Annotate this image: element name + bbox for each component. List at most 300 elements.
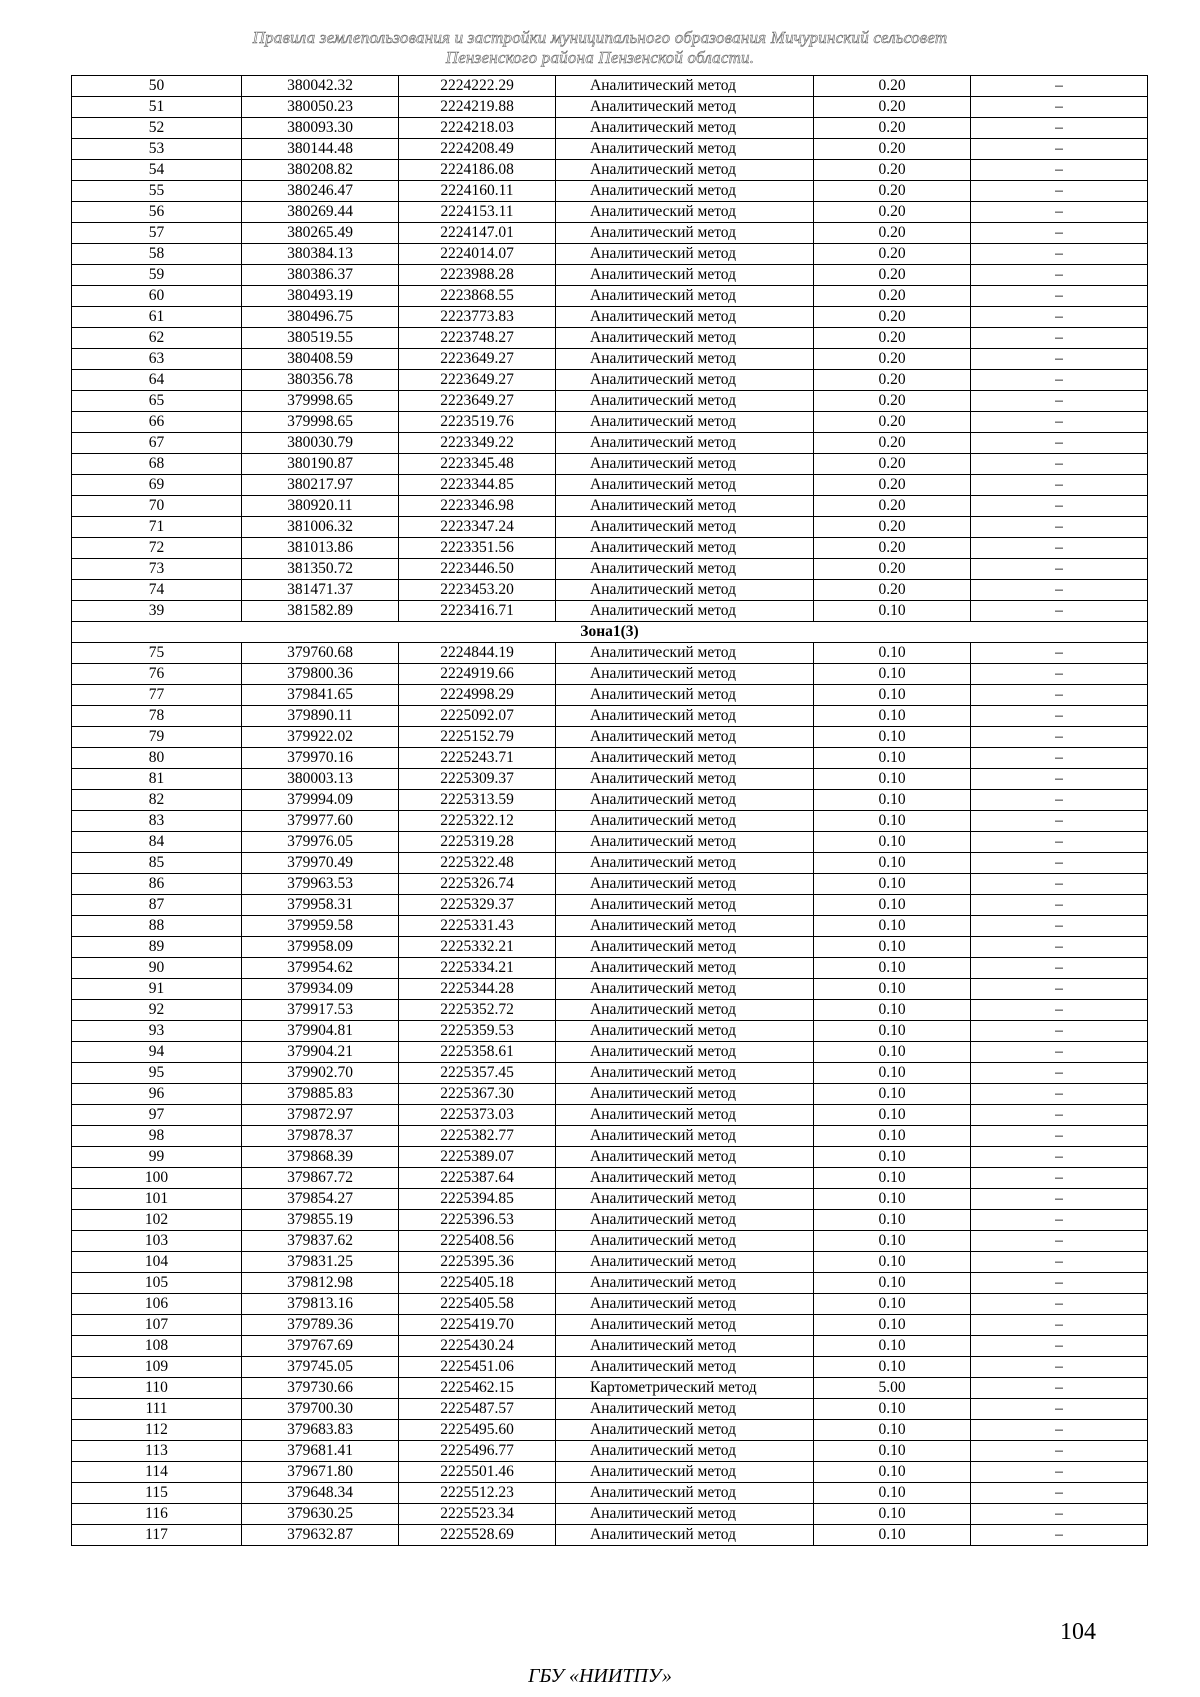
x-coordinate-cell: 380386.37 (242, 265, 399, 286)
description-cell: – (971, 1336, 1148, 1357)
method-cell: Аналитический метод (556, 244, 814, 265)
x-coordinate-cell: 379867.72 (242, 1168, 399, 1189)
x-coordinate-cell: 380519.55 (242, 328, 399, 349)
method-cell: Аналитический метод (556, 1441, 814, 1462)
table-row (72, 307, 1148, 328)
accuracy-cell: 0.20 (814, 538, 971, 559)
point-number-cell: 102 (72, 1210, 242, 1231)
y-coordinate-cell: 2224014.07 (399, 244, 556, 265)
point-number-cell: 56 (72, 202, 242, 223)
x-coordinate-cell: 380246.47 (242, 181, 399, 202)
y-coordinate-cell: 2223649.27 (399, 349, 556, 370)
point-number-cell: 79 (72, 727, 242, 748)
point-number-cell: 89 (72, 937, 242, 958)
table-row (72, 412, 1148, 433)
method-cell: Аналитический метод (556, 1210, 814, 1231)
x-coordinate-cell: 379885.83 (242, 1084, 399, 1105)
table-row (72, 580, 1148, 601)
x-coordinate-cell: 379700.30 (242, 1399, 399, 1420)
x-coordinate-cell: 381006.32 (242, 517, 399, 538)
accuracy-cell: 0.10 (814, 1147, 971, 1168)
table-row (72, 1273, 1148, 1294)
point-number-cell: 94 (72, 1042, 242, 1063)
x-coordinate-cell: 379730.66 (242, 1378, 399, 1399)
method-cell: Аналитический метод (556, 958, 814, 979)
y-coordinate-cell: 2225334.21 (399, 958, 556, 979)
description-cell: – (971, 1126, 1148, 1147)
point-number-cell: 73 (72, 559, 242, 580)
point-number-cell: 61 (72, 307, 242, 328)
method-cell: Аналитический метод (556, 1105, 814, 1126)
point-number-cell: 54 (72, 160, 242, 181)
x-coordinate-cell: 379630.25 (242, 1504, 399, 1525)
point-number-cell: 77 (72, 685, 242, 706)
description-cell: – (971, 1042, 1148, 1063)
accuracy-cell: 0.10 (814, 916, 971, 937)
accuracy-cell: 0.10 (814, 748, 971, 769)
page-header (0, 28, 1200, 68)
table-row (72, 1000, 1148, 1021)
table-row (72, 76, 1148, 97)
accuracy-cell: 0.10 (814, 874, 971, 895)
accuracy-cell: 0.10 (814, 1126, 971, 1147)
method-cell: Аналитический метод (556, 559, 814, 580)
accuracy-cell: 0.20 (814, 181, 971, 202)
table-row (72, 1378, 1148, 1399)
description-cell: – (971, 76, 1148, 97)
method-cell: Аналитический метод (556, 517, 814, 538)
x-coordinate-cell: 379855.19 (242, 1210, 399, 1231)
table-row (72, 1168, 1148, 1189)
y-coordinate-cell: 2225405.58 (399, 1294, 556, 1315)
point-number-cell: 96 (72, 1084, 242, 1105)
accuracy-cell: 0.10 (814, 1084, 971, 1105)
accuracy-cell: 0.10 (814, 1294, 971, 1315)
table-row (72, 1210, 1148, 1231)
point-number-cell: 90 (72, 958, 242, 979)
accuracy-cell: 0.10 (814, 895, 971, 916)
point-number-cell: 93 (72, 1021, 242, 1042)
x-coordinate-cell: 380356.78 (242, 370, 399, 391)
description-cell: – (971, 475, 1148, 496)
y-coordinate-cell: 2225313.59 (399, 790, 556, 811)
y-coordinate-cell: 2225331.43 (399, 916, 556, 937)
y-coordinate-cell: 2225405.18 (399, 1273, 556, 1294)
point-number-cell: 72 (72, 538, 242, 559)
x-coordinate-cell: 379789.36 (242, 1315, 399, 1336)
description-cell: – (971, 790, 1148, 811)
x-coordinate-cell: 379841.65 (242, 685, 399, 706)
description-cell: – (971, 1168, 1148, 1189)
method-cell: Аналитический метод (556, 1294, 814, 1315)
table-row (72, 328, 1148, 349)
table-row (72, 937, 1148, 958)
method-cell: Аналитический метод (556, 853, 814, 874)
y-coordinate-cell: 2225487.57 (399, 1399, 556, 1420)
description-cell: – (971, 433, 1148, 454)
table-row (72, 160, 1148, 181)
method-cell: Аналитический метод (556, 139, 814, 160)
accuracy-cell: 0.10 (814, 1021, 971, 1042)
method-cell: Аналитический метод (556, 223, 814, 244)
point-number-cell: 67 (72, 433, 242, 454)
accuracy-cell: 0.10 (814, 1399, 971, 1420)
accuracy-cell: 0.20 (814, 454, 971, 475)
point-number-cell: 64 (72, 370, 242, 391)
accuracy-cell: 0.20 (814, 517, 971, 538)
table-row (72, 727, 1148, 748)
method-cell: Аналитический метод (556, 811, 814, 832)
x-coordinate-cell: 379958.31 (242, 895, 399, 916)
table-row (72, 1315, 1148, 1336)
point-number-cell: 74 (72, 580, 242, 601)
point-number-cell: 50 (72, 76, 242, 97)
x-coordinate-cell: 379671.80 (242, 1462, 399, 1483)
x-coordinate-cell: 381582.89 (242, 601, 399, 622)
x-coordinate-cell: 379890.11 (242, 706, 399, 727)
x-coordinate-cell: 379934.09 (242, 979, 399, 1000)
description-cell: – (971, 937, 1148, 958)
point-number-cell: 57 (72, 223, 242, 244)
accuracy-cell: 0.10 (814, 1315, 971, 1336)
method-cell: Аналитический метод (556, 1000, 814, 1021)
accuracy-cell: 0.20 (814, 328, 971, 349)
x-coordinate-cell: 380408.59 (242, 349, 399, 370)
table-row (72, 1231, 1148, 1252)
x-coordinate-cell: 379681.41 (242, 1441, 399, 1462)
accuracy-cell: 0.10 (814, 1189, 971, 1210)
x-coordinate-cell: 380217.97 (242, 475, 399, 496)
description-cell: – (971, 1462, 1148, 1483)
coordinates-table (71, 75, 1148, 1546)
x-coordinate-cell: 380030.79 (242, 433, 399, 454)
point-number-cell: 80 (72, 748, 242, 769)
accuracy-cell: 0.10 (814, 937, 971, 958)
point-number-cell: 82 (72, 790, 242, 811)
accuracy-cell: 0.10 (814, 1231, 971, 1252)
accuracy-cell: 0.20 (814, 265, 971, 286)
description-cell: – (971, 160, 1148, 181)
description-cell: – (971, 769, 1148, 790)
y-coordinate-cell: 2225344.28 (399, 979, 556, 1000)
point-number-cell: 63 (72, 349, 242, 370)
point-number-cell: 101 (72, 1189, 242, 1210)
method-cell: Аналитический метод (556, 1357, 814, 1378)
x-coordinate-cell: 379917.53 (242, 1000, 399, 1021)
accuracy-cell: 0.10 (814, 832, 971, 853)
x-coordinate-cell: 379998.65 (242, 412, 399, 433)
y-coordinate-cell: 2225387.64 (399, 1168, 556, 1189)
method-cell: Аналитический метод (556, 181, 814, 202)
accuracy-cell: 0.20 (814, 97, 971, 118)
table-row (72, 391, 1148, 412)
y-coordinate-cell: 2225495.60 (399, 1420, 556, 1441)
accuracy-cell: 0.20 (814, 412, 971, 433)
x-coordinate-cell: 379745.05 (242, 1357, 399, 1378)
table-row (72, 748, 1148, 769)
table-row (72, 454, 1148, 475)
accuracy-cell: 0.10 (814, 1042, 971, 1063)
y-coordinate-cell: 2225322.48 (399, 853, 556, 874)
table-row (72, 97, 1148, 118)
description-cell: – (971, 1105, 1148, 1126)
table-row (72, 685, 1148, 706)
y-coordinate-cell: 2225358.61 (399, 1042, 556, 1063)
point-number-cell: 97 (72, 1105, 242, 1126)
accuracy-cell: 0.10 (814, 685, 971, 706)
y-coordinate-cell: 2225357.45 (399, 1063, 556, 1084)
description-cell: – (971, 1189, 1148, 1210)
method-cell: Аналитический метод (556, 1147, 814, 1168)
description-cell: – (971, 559, 1148, 580)
method-cell: Аналитический метод (556, 937, 814, 958)
table-row (72, 370, 1148, 391)
point-number-cell: 55 (72, 181, 242, 202)
description-cell: – (971, 1252, 1148, 1273)
description-cell: – (971, 1399, 1148, 1420)
point-number-cell: 69 (72, 475, 242, 496)
table-row (72, 1462, 1148, 1483)
point-number-cell: 87 (72, 895, 242, 916)
description-cell: – (971, 748, 1148, 769)
method-cell: Аналитический метод (556, 1084, 814, 1105)
x-coordinate-cell: 379976.05 (242, 832, 399, 853)
method-cell: Аналитический метод (556, 979, 814, 1000)
description-cell: – (971, 1315, 1148, 1336)
description-cell: – (971, 874, 1148, 895)
point-number-cell: 83 (72, 811, 242, 832)
point-number-cell: 84 (72, 832, 242, 853)
description-cell: – (971, 1084, 1148, 1105)
description-cell: – (971, 517, 1148, 538)
table-row (72, 1084, 1148, 1105)
point-number-cell: 109 (72, 1357, 242, 1378)
y-coordinate-cell: 2224218.03 (399, 118, 556, 139)
accuracy-cell: 0.10 (814, 1441, 971, 1462)
description-cell: – (971, 580, 1148, 601)
table-row (72, 1105, 1148, 1126)
y-coordinate-cell: 2223773.83 (399, 307, 556, 328)
description-cell: – (971, 1483, 1148, 1504)
y-coordinate-cell: 2225322.12 (399, 811, 556, 832)
method-cell: Аналитический метод (556, 706, 814, 727)
point-number-cell: 88 (72, 916, 242, 937)
accuracy-cell: 0.20 (814, 139, 971, 160)
y-coordinate-cell: 2225408.56 (399, 1231, 556, 1252)
y-coordinate-cell: 2225512.23 (399, 1483, 556, 1504)
description-cell: – (971, 1504, 1148, 1525)
table-row (72, 1420, 1148, 1441)
y-coordinate-cell: 2225332.21 (399, 937, 556, 958)
x-coordinate-cell: 381471.37 (242, 580, 399, 601)
method-cell: Аналитический метод (556, 286, 814, 307)
description-cell: – (971, 1063, 1148, 1084)
method-cell: Аналитический метод (556, 1189, 814, 1210)
x-coordinate-cell: 379902.70 (242, 1063, 399, 1084)
x-coordinate-cell: 379632.87 (242, 1525, 399, 1546)
table-row (72, 1126, 1148, 1147)
x-coordinate-cell: 380265.49 (242, 223, 399, 244)
description-cell: – (971, 706, 1148, 727)
y-coordinate-cell: 2224147.01 (399, 223, 556, 244)
description-cell: – (971, 265, 1148, 286)
description-cell: – (971, 118, 1148, 139)
y-coordinate-cell: 2224998.29 (399, 685, 556, 706)
point-number-cell: 68 (72, 454, 242, 475)
y-coordinate-cell: 2225309.37 (399, 769, 556, 790)
accuracy-cell: 0.20 (814, 370, 971, 391)
method-cell: Аналитический метод (556, 895, 814, 916)
table-row (72, 874, 1148, 895)
accuracy-cell: 0.20 (814, 475, 971, 496)
method-cell: Аналитический метод (556, 1252, 814, 1273)
x-coordinate-cell: 380496.75 (242, 307, 399, 328)
description-cell: – (971, 685, 1148, 706)
y-coordinate-cell: 2225092.07 (399, 706, 556, 727)
x-coordinate-cell: 379959.58 (242, 916, 399, 937)
accuracy-cell: 0.20 (814, 202, 971, 223)
method-cell: Аналитический метод (556, 769, 814, 790)
method-cell: Аналитический метод (556, 475, 814, 496)
x-coordinate-cell: 379813.16 (242, 1294, 399, 1315)
y-coordinate-cell: 2225419.70 (399, 1315, 556, 1336)
method-cell: Аналитический метод (556, 328, 814, 349)
method-cell: Аналитический метод (556, 76, 814, 97)
x-coordinate-cell: 379998.65 (242, 391, 399, 412)
accuracy-cell: 0.10 (814, 1525, 971, 1546)
point-number-cell: 62 (72, 328, 242, 349)
method-cell: Аналитический метод (556, 1231, 814, 1252)
y-coordinate-cell: 2225152.79 (399, 727, 556, 748)
point-number-cell: 112 (72, 1420, 242, 1441)
accuracy-cell: 0.10 (814, 664, 971, 685)
x-coordinate-cell: 379854.27 (242, 1189, 399, 1210)
method-cell: Аналитический метод (556, 1063, 814, 1084)
accuracy-cell: 0.10 (814, 643, 971, 664)
zone-header-row (72, 622, 1148, 643)
point-number-cell: 103 (72, 1231, 242, 1252)
accuracy-cell: 0.20 (814, 496, 971, 517)
table-row (72, 895, 1148, 916)
method-cell: Аналитический метод (556, 454, 814, 475)
description-cell: – (971, 1210, 1148, 1231)
accuracy-cell: 0.10 (814, 1420, 971, 1441)
y-coordinate-cell: 2223347.24 (399, 517, 556, 538)
description-cell: – (971, 1378, 1148, 1399)
accuracy-cell: 0.20 (814, 244, 971, 265)
method-cell: Аналитический метод (556, 433, 814, 454)
table-row (72, 1189, 1148, 1210)
method-cell: Аналитический метод (556, 391, 814, 412)
table-row (72, 1294, 1148, 1315)
accuracy-cell: 0.10 (814, 601, 971, 622)
y-coordinate-cell: 2223346.98 (399, 496, 556, 517)
table-row (72, 664, 1148, 685)
description-cell: – (971, 1021, 1148, 1042)
accuracy-cell: 0.20 (814, 160, 971, 181)
table-row (72, 1357, 1148, 1378)
description-cell: – (971, 202, 1148, 223)
y-coordinate-cell: 2223519.76 (399, 412, 556, 433)
point-number-cell: 59 (72, 265, 242, 286)
point-number-cell: 51 (72, 97, 242, 118)
header-line-2: Пензенского района Пензенской области. (445, 48, 755, 67)
y-coordinate-cell: 2223446.50 (399, 559, 556, 580)
table-row (72, 853, 1148, 874)
method-cell: Аналитический метод (556, 874, 814, 895)
x-coordinate-cell: 380050.23 (242, 97, 399, 118)
method-cell: Аналитический метод (556, 832, 814, 853)
point-number-cell: 104 (72, 1252, 242, 1273)
point-number-cell: 52 (72, 118, 242, 139)
point-number-cell: 100 (72, 1168, 242, 1189)
accuracy-cell: 0.10 (814, 1000, 971, 1021)
x-coordinate-cell: 380003.13 (242, 769, 399, 790)
x-coordinate-cell: 379648.34 (242, 1483, 399, 1504)
x-coordinate-cell: 379922.02 (242, 727, 399, 748)
y-coordinate-cell: 2225528.69 (399, 1525, 556, 1546)
y-coordinate-cell: 2223345.48 (399, 454, 556, 475)
method-cell: Аналитический метод (556, 685, 814, 706)
description-cell: – (971, 853, 1148, 874)
y-coordinate-cell: 2223649.27 (399, 370, 556, 391)
point-number-cell: 70 (72, 496, 242, 517)
method-cell: Аналитический метод (556, 496, 814, 517)
table-row (72, 916, 1148, 937)
x-coordinate-cell: 379837.62 (242, 1231, 399, 1252)
description-cell: – (971, 391, 1148, 412)
point-number-cell: 71 (72, 517, 242, 538)
point-number-cell: 65 (72, 391, 242, 412)
table-row (72, 1504, 1148, 1525)
y-coordinate-cell: 2225326.74 (399, 874, 556, 895)
point-number-cell: 116 (72, 1504, 242, 1525)
header-line-1: Правила землепользования и застройки муниципального образования Мичуринский сельсовет (252, 28, 948, 47)
y-coordinate-cell: 2223988.28 (399, 265, 556, 286)
description-cell: – (971, 286, 1148, 307)
method-cell: Аналитический метод (556, 160, 814, 181)
method-cell: Аналитический метод (556, 580, 814, 601)
x-coordinate-cell: 379767.69 (242, 1336, 399, 1357)
point-number-cell: 39 (72, 601, 242, 622)
method-cell: Аналитический метод (556, 538, 814, 559)
method-cell: Аналитический метод (556, 727, 814, 748)
point-number-cell: 99 (72, 1147, 242, 1168)
x-coordinate-cell: 380093.30 (242, 118, 399, 139)
table-row (72, 1021, 1148, 1042)
table-row (72, 139, 1148, 160)
description-cell: – (971, 1294, 1148, 1315)
table-row (72, 643, 1148, 664)
method-cell: Аналитический метод (556, 1399, 814, 1420)
y-coordinate-cell: 2225396.53 (399, 1210, 556, 1231)
method-cell: Аналитический метод (556, 1315, 814, 1336)
accuracy-cell: 0.10 (814, 811, 971, 832)
description-cell: – (971, 1357, 1148, 1378)
point-number-cell: 66 (72, 412, 242, 433)
table-row (72, 244, 1148, 265)
description-cell: – (971, 664, 1148, 685)
method-cell: Аналитический метод (556, 1126, 814, 1147)
point-number-cell: 81 (72, 769, 242, 790)
x-coordinate-cell: 380042.32 (242, 76, 399, 97)
x-coordinate-cell: 380144.48 (242, 139, 399, 160)
method-cell: Аналитический метод (556, 1168, 814, 1189)
table-row (72, 517, 1148, 538)
y-coordinate-cell: 2223748.27 (399, 328, 556, 349)
x-coordinate-cell: 381350.72 (242, 559, 399, 580)
accuracy-cell: 0.20 (814, 223, 971, 244)
